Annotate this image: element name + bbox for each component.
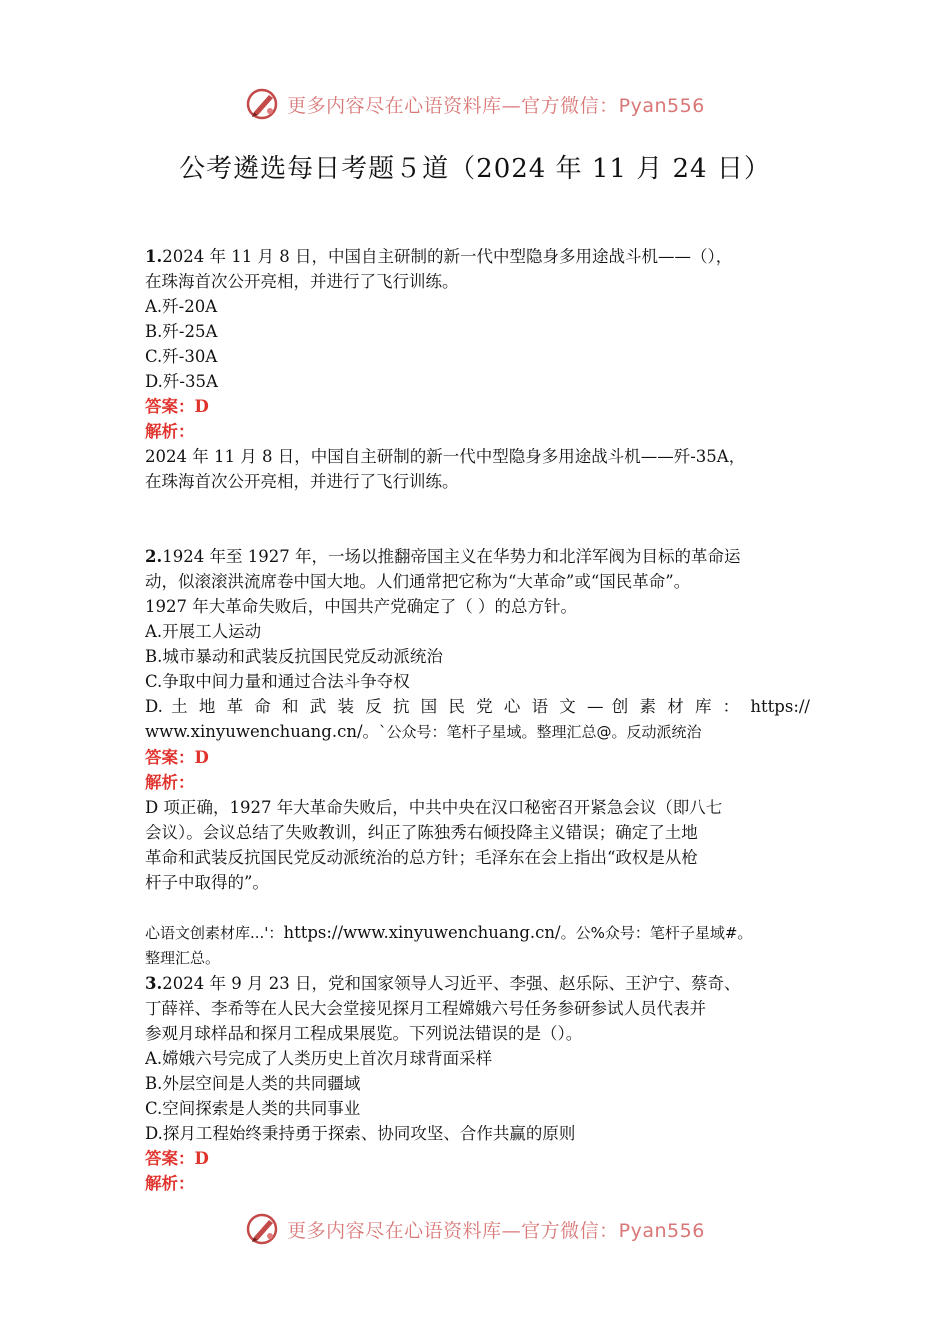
question-number: 2. xyxy=(145,547,163,566)
option-d-text: `公众号：笔杆子星域。整理汇总@。反动派统治 xyxy=(379,723,702,741)
question-stem: 丁薛祥、李希等在人民大会堂接见探月工程嫦娥六号任务参研参试人员代表并 xyxy=(145,999,706,1018)
question-stem: 在珠海首次公开亮相，并进行了飞行训练。 xyxy=(145,272,459,291)
option-c: C.争取中间力量和通过合法斗争夺权 xyxy=(145,672,410,691)
option-d: D.歼-35A xyxy=(145,372,218,391)
analysis-label: 解析： xyxy=(145,773,195,792)
option-a: A.歼-20A xyxy=(145,297,218,316)
option-b: B.城市暴动和武装反抗国民党反动派统治 xyxy=(145,647,443,666)
question-stem: 2024 年 11 月 8 日，中国自主研制的新一代中型隐身多用途战斗机——（）， xyxy=(162,247,733,266)
question-stem: 动，似滚滚洪流席卷中国大地。人们通常把它称为“大革命”或“国民革命”。 xyxy=(145,572,691,591)
question-2 xyxy=(145,544,810,895)
analysis-text: 在珠海首次公开亮相，并进行了飞行训练。 xyxy=(145,472,459,491)
pen-logo-icon xyxy=(245,86,281,122)
option-b: B.歼-25A xyxy=(145,322,218,341)
analysis-text: D 项正确，1927 年大革命失败后，中共中央在汉口秘密召开紧急会议（即八七 xyxy=(145,798,723,817)
question-stem: 1927 年大革命失败后，中国共产党确定了（ ）的总方针。 xyxy=(145,597,577,616)
option-d: D. 土 地 革 命 和 武 装 反 抗 国 民 党 心 语 文 — 创 素 材 库 ： https:// xyxy=(145,697,810,716)
option-a: A.嫦娥六号完成了人类历史上首次月球背面采样 xyxy=(145,1049,493,1068)
option-d-url: www.xinyuwenchuang.cn/。 xyxy=(145,722,380,741)
question-3 xyxy=(145,971,810,1196)
banner-text: 更多内容尽在心语资料库—官方微信：Pyan556 xyxy=(287,1219,705,1242)
pen-logo-icon xyxy=(245,1211,281,1247)
question-stem: 2024 年 9 月 23 日，党和国家领导人习近平、李强、赵乐际、王沪宁、蔡奇、 xyxy=(162,974,741,993)
wechat-id: Pyan556 xyxy=(618,1219,705,1242)
option-b: B.外层空间是人类的共同疆域 xyxy=(145,1074,361,1093)
header-banner xyxy=(0,82,950,126)
document-body xyxy=(145,244,810,1196)
question-stem: 参观月球样品和探月工程成果展览。下列说法错误的是（）。 xyxy=(145,1024,583,1043)
watermark-url: https://www.xinyuwenchuang.cn/ xyxy=(283,923,561,942)
wechat-id: Pyan556 xyxy=(618,94,705,117)
answer: 答案：D xyxy=(145,397,209,416)
option-a: A.开展工人运动 xyxy=(145,622,262,641)
banner-text: 更多内容尽在心语资料库—官方微信：Pyan556 xyxy=(287,94,705,117)
answer: 答案：D xyxy=(145,748,209,767)
option-c: C.歼-30A xyxy=(145,347,218,366)
analysis-text: 革命和武装反抗国民党反动派统治的总方针；毛泽东在会上指出“政权是从枪 xyxy=(145,848,698,867)
footer-banner xyxy=(0,1207,950,1251)
analysis-text: 杆子中取得的”。 xyxy=(145,873,269,892)
analysis-label: 解析： xyxy=(145,1174,195,1193)
question-stem: 1924 年至 1927 年，一场以推翻帝国主义在华势力和北洋军阀为目标的革命运 xyxy=(162,547,741,566)
question-number: 3. xyxy=(145,974,163,993)
page-title: 公考遴选每日考题５道（2024 年 11 月 24 日） xyxy=(179,154,771,184)
option-d: D.探月工程始终秉持勇于探索、协同攻坚、合作共赢的原则 xyxy=(145,1124,576,1143)
answer: 答案：D xyxy=(145,1149,209,1168)
watermark-text: 心语文创素材库...'：https://www.xinyuwenchuang.cn/。公%众号：笔杆子星域#。 整理汇总。 xyxy=(145,923,753,967)
analysis-label: 解析： xyxy=(145,422,195,441)
question-number: 1. xyxy=(145,247,163,266)
analysis-text: 2024 年 11 月 8 日，中国自主研制的新一代中型隐身多用途战斗机——歼-35A， xyxy=(145,447,746,466)
option-c: C.空间探索是人类的共同事业 xyxy=(145,1099,361,1118)
analysis-text: 会议）。会议总结了失败教训，纠正了陈独秀右倾投降主义错误；确定了土地 xyxy=(145,823,698,842)
question-1 xyxy=(145,244,810,494)
